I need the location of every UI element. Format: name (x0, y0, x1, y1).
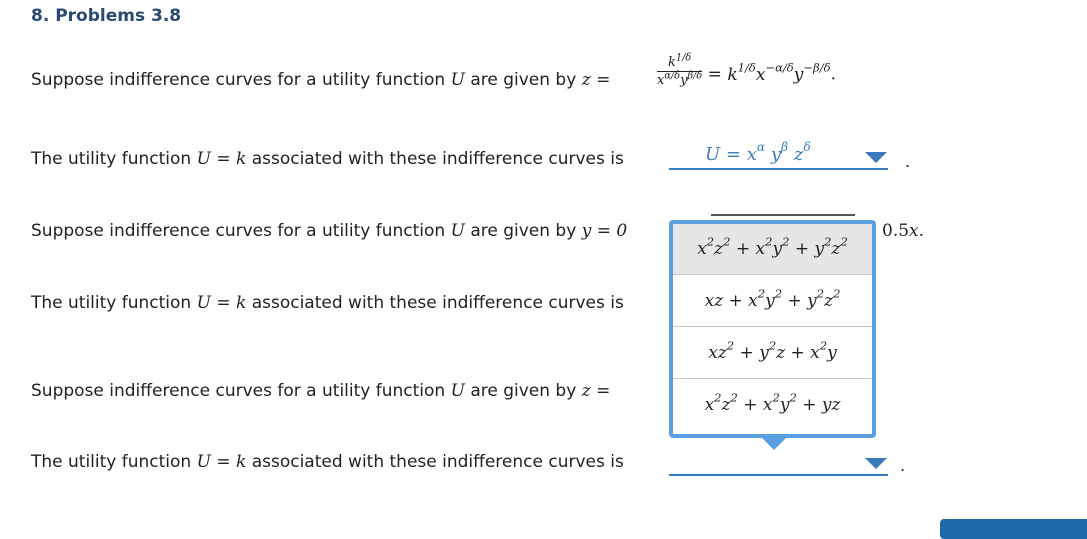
dropdown-option[interactable]: $x^2z^2 + x^2y^2$ + yz (704, 390, 841, 415)
dropdown-option[interactable]: xz + $x^2y^2 + y^2z^2$ (673, 276, 872, 327)
q1-fraction: $\frac{k^{1/\delta}}{x^{\alpha/\delta}y^{\beta/\delta}}$ (657, 52, 703, 88)
dropdown-pointer (762, 438, 786, 450)
q2-prompt: Suppose indifference curves for a utility function U are given by y = 0 (31, 221, 628, 241)
q1-text: Suppose indifference curves for a utility function (31, 70, 451, 90)
q1-equation: $\frac{k^{1/\delta}}{x^{\alpha/\delta}y^{\beta/\delta}}$ = $k^{1/\delta}x^{-\alpha/\delta}y^{-\beta/\delta}$. (657, 52, 836, 88)
q1-prompt (31, 70, 610, 90)
q1-answer-label: The utility function U = k associated with these indifference curves is (31, 149, 624, 169)
q1-period: . (905, 152, 911, 171)
q3-period: . (900, 456, 906, 475)
q2-tail: 0.5x. (882, 221, 925, 241)
q3-answer-select[interactable] (669, 448, 888, 476)
dropdown-option[interactable]: $x^2z^2 + x^2y^2 + y^2z^2$ (673, 224, 872, 275)
submit-button[interactable] (940, 519, 1087, 539)
page-title: 8. Problems 3.8 (31, 6, 182, 26)
q2-answer-label: The utility function U = k associated with these indifference curves is (31, 293, 624, 313)
q1-answer-select[interactable] (669, 139, 888, 170)
q3-prompt: Suppose indifference curves for a utility function U are given by z = (31, 381, 611, 401)
q1-text2: are given by (464, 70, 582, 90)
q2-hidden-select-underline (711, 214, 855, 216)
q1-lhs: z = (581, 70, 611, 90)
q1-selected-value: $U = x^\alpha$ $y^\beta$ $z^\delta$ (705, 139, 811, 165)
chevron-down-icon[interactable] (865, 152, 887, 163)
q2-answer-dropdown[interactable] (669, 220, 876, 438)
dropdown-option[interactable]: $xz^2 + y^2z + x^2y$ (673, 328, 872, 379)
q3-answer-label: The utility function U = k associated with these indifference curves is (31, 452, 624, 472)
q1-var: U (450, 70, 465, 90)
chevron-down-icon[interactable] (865, 458, 887, 469)
